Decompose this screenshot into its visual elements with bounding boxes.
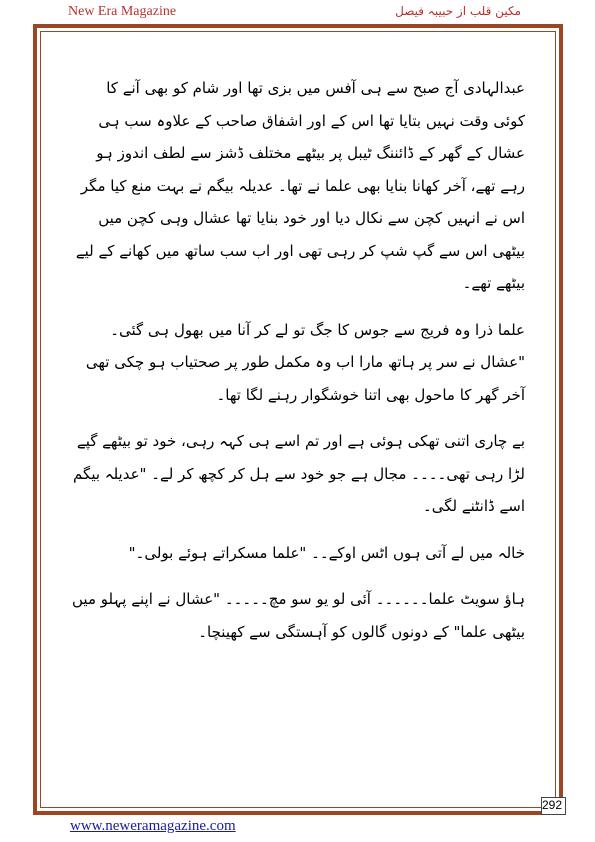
magazine-name: New Era Magazine	[68, 4, 177, 19]
paragraph-4: خالہ میں لے آتی ہوں اٹس اوکے۔۔ "علما مسکراتے ہوئے بولی۔"	[128, 543, 525, 562]
paragraph-3: بے چاری اتنی تھکی ہوئی ہے اور تم اسے ہی کہہ رہی، خود تو بیٹھے گپے لڑا رہی تھی۔۔۔۔ مجال ہے جو خود سے ہل کر کچھ کر لے۔ "عدیلہ بیگم اسے ڈانٹنے لگی۔	[73, 432, 525, 515]
page-number: 292	[542, 798, 563, 812]
novel-title-author: مکین قلب از حبیبہ فیصل	[395, 4, 521, 18]
paragraph-1: عبدالہادی آج صبح سے ہی آفس میں بزی تھا اور شام کو بھی آنے کا کوئی وقت نہیں بتایا تھا اس کے اور اشفاق صاحب کے علاوہ سب ہی عشال کے گھر کے ڈائننگ ٹیبل پر بیٹھے مختلف ڈشز سے لطف اندوز ہو رہے تھے، آخر کھانا بنایا بھی علما نے تھا۔ عدیلہ بیگم نے بہت منع کیا مگر اس نے انہیں کچن سے نکال دیا اور خود بنایا تھا عشال وہی کچن میں بیٹھی اس سے گپ شپ کر رہی تھی اور اب سب ساتھ میں کھانے کے لیے بیٹھے تھے۔	[75, 79, 525, 292]
paragraph-5: ہاؤ سویٹ علما۔۔۔۔۔۔ آئی لو یو سو مچ۔۔۔۔۔ "عشال نے اپنے پہلو میں بیٹھی علما" کے دونوں گالوں کو آہستگی سے کھینچا۔	[72, 590, 525, 641]
novel-body-text	[70, 72, 525, 662]
website-link[interactable]: www.neweramagazine.com	[70, 818, 236, 834]
paragraph-2: علما ذرا وہ فریج سے جوس کا جگ تو لے کر آنا میں بھول ہی گئی۔ "عشال نے سر پر ہاتھ مارا اب وہ مکمل طور پر صحتیاب ہو چکی تھی آخر گھر کا ماحول بھی اتنا خوشگوار رہنے لگا تھا۔	[85, 320, 525, 404]
